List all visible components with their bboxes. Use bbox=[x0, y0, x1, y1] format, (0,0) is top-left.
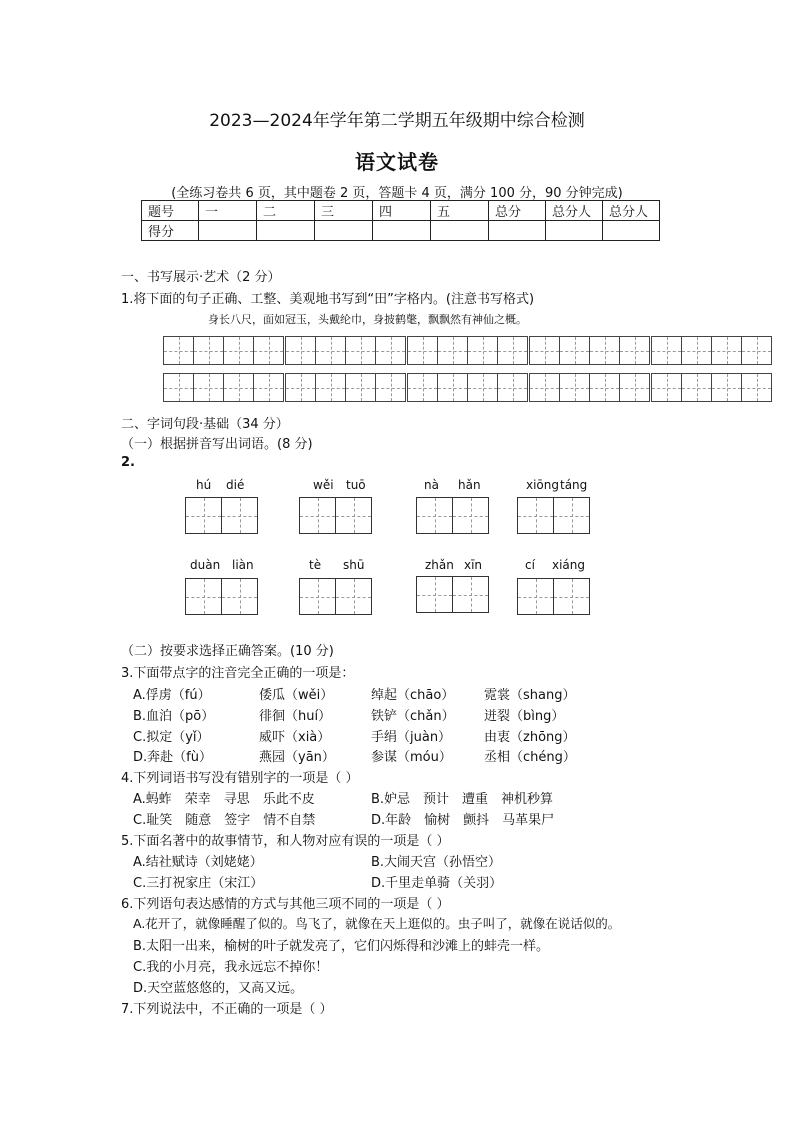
q6-option-c[interactable]: C.我的小月亮，我永远忘不掉你！ bbox=[133, 960, 329, 975]
q3-item: 手绢（juàn） bbox=[371, 730, 452, 745]
pinyin-label: zhǎn bbox=[425, 558, 454, 572]
q6-option-d[interactable]: D.天空蓝悠悠的，又高又远。 bbox=[133, 981, 304, 996]
pinyin-label: wěi bbox=[313, 478, 334, 492]
pinyin-label: hǎn bbox=[458, 478, 481, 492]
tian-grid-cell[interactable] bbox=[741, 336, 772, 365]
question-7: 7.下列说法中，不正确的一项是（ ） bbox=[121, 1002, 333, 1017]
pinyin-label: hú bbox=[196, 478, 212, 492]
q3-item: 徘徊（huí） bbox=[259, 709, 332, 724]
question-2: 2. bbox=[121, 455, 135, 470]
score-table-header-row bbox=[142, 201, 660, 221]
question-3: 3.下面带点字的注音完全正确的一项是： bbox=[121, 666, 355, 681]
q3-item: 燕园（yān） bbox=[259, 750, 335, 765]
q3-item: 迸裂（bìng） bbox=[484, 709, 565, 724]
tian-grid-cell[interactable] bbox=[193, 336, 224, 365]
tian-grid-cell[interactable] bbox=[437, 373, 468, 402]
tian-grid-cell[interactable] bbox=[559, 373, 590, 402]
score-cell: 题号 bbox=[142, 201, 199, 221]
q5-option-d[interactable]: D.千里走单骑（关羽） bbox=[371, 876, 503, 891]
q4-option-a[interactable]: A.蚂蚱 荣幸 寻思 乐此不皮 bbox=[133, 792, 315, 807]
pinyin-label: tè bbox=[309, 558, 322, 572]
tian-grid-cell[interactable] bbox=[407, 373, 438, 402]
tian-grid-group[interactable] bbox=[652, 336, 772, 365]
question-6: 6.下列语句表达感情的方式与其他三项不同的一项是（ ） bbox=[121, 897, 450, 912]
pinyin-label: xiáng bbox=[552, 558, 586, 572]
score-entry[interactable] bbox=[431, 221, 489, 241]
pinyin-label: dié bbox=[226, 478, 245, 492]
tian-grid-group[interactable] bbox=[408, 336, 528, 365]
q3-item: 参谋（móu） bbox=[371, 750, 452, 765]
score-entry[interactable] bbox=[315, 221, 373, 241]
score-entry[interactable] bbox=[546, 221, 603, 241]
score-cell: 一 bbox=[199, 201, 257, 221]
tian-grid-cell[interactable] bbox=[619, 336, 650, 365]
tian-grid-cell[interactable] bbox=[467, 373, 498, 402]
q3-item: 铁铲（chǎn） bbox=[371, 709, 455, 724]
score-table bbox=[141, 200, 660, 241]
tian-grid-cell[interactable] bbox=[711, 373, 742, 402]
score-entry[interactable] bbox=[373, 221, 431, 241]
score-entry[interactable] bbox=[257, 221, 315, 241]
q4-option-b[interactable]: B.妒忌 预计 遭重 神机秒算 bbox=[371, 792, 554, 807]
tian-grid-cell[interactable] bbox=[315, 336, 346, 365]
tian-grid-cell[interactable] bbox=[163, 336, 194, 365]
tian-grid-group[interactable] bbox=[652, 373, 772, 402]
part1-heading: （一）根据拼音写出词语。(8 分) bbox=[121, 437, 313, 452]
tian-grid-cell[interactable] bbox=[529, 336, 560, 365]
tian-grid-cell[interactable] bbox=[741, 373, 772, 402]
answer-box-teshu[interactable] bbox=[300, 578, 372, 615]
tian-grid-cell[interactable] bbox=[285, 373, 316, 402]
tian-grid-cell[interactable] bbox=[681, 336, 712, 365]
tian-grid-group[interactable] bbox=[286, 336, 406, 365]
score-cell: 五 bbox=[431, 201, 489, 221]
score-entry[interactable] bbox=[489, 221, 546, 241]
tian-grid-cell[interactable] bbox=[497, 336, 528, 365]
tian-grid-cell[interactable] bbox=[223, 373, 254, 402]
exam-title: 2023—2024年学年第二学期五年级期中综合检测 bbox=[209, 111, 585, 131]
pinyin-label: xīn bbox=[464, 558, 483, 572]
tian-grid-cell[interactable] bbox=[651, 373, 682, 402]
q3-item: 丞相（chéng） bbox=[484, 750, 576, 765]
q3-option-c[interactable]: C.拟定（yǐ） bbox=[133, 730, 210, 745]
q3-item: 由衷（zhōng） bbox=[484, 730, 576, 745]
answer-box-nahan[interactable] bbox=[417, 497, 489, 534]
score-entry[interactable] bbox=[603, 221, 660, 241]
pinyin-label: tuō bbox=[346, 478, 366, 492]
q5-option-c[interactable]: C.三打祝家庄（宋江） bbox=[133, 876, 264, 891]
q4-option-d[interactable]: D.年龄 愉树 颤抖 马革果尸 bbox=[371, 813, 555, 828]
q3-item: 霓裳（shang） bbox=[484, 688, 576, 703]
tian-grid-cell[interactable] bbox=[437, 336, 468, 365]
pinyin-label: duàn bbox=[190, 558, 221, 572]
tian-grid-cell[interactable] bbox=[619, 373, 650, 402]
pinyin-label: táng bbox=[560, 478, 588, 492]
q3-option-b[interactable]: B.血泊（pō） bbox=[133, 709, 215, 724]
tian-grid-group[interactable] bbox=[408, 373, 528, 402]
copy-sentence: 身长八尺，面如冠玉，头戴纶巾，身披鹤氅，飘飘然有神仙之概。 bbox=[208, 313, 527, 326]
score-cell: 总分人 bbox=[603, 201, 660, 221]
tian-grid-cell[interactable] bbox=[589, 336, 620, 365]
part2-heading: （二）按要求选择正确答案。(10 分) bbox=[121, 644, 334, 659]
tian-grid-cell[interactable] bbox=[467, 336, 498, 365]
pinyin-label: cí bbox=[525, 558, 535, 572]
score-entry[interactable] bbox=[199, 221, 257, 241]
tian-grid-cell[interactable] bbox=[375, 336, 406, 365]
tian-grid-cell[interactable] bbox=[193, 373, 224, 402]
tian-grid-group[interactable] bbox=[286, 373, 406, 402]
score-cell: 总分人 bbox=[546, 201, 603, 221]
section2-heading: 二、字词句段·基础（34 分） bbox=[121, 417, 289, 432]
tian-grid-cell[interactable] bbox=[559, 336, 590, 365]
score-cell: 总分 bbox=[489, 201, 546, 221]
score-cell: 二 bbox=[257, 201, 315, 221]
writing-grid-row-1[interactable] bbox=[164, 336, 774, 365]
q4-option-c[interactable]: C.耻笑 随意 签字 情不自禁 bbox=[133, 813, 316, 828]
answer-box-weituo[interactable] bbox=[300, 497, 372, 534]
writing-grid-row-2[interactable] bbox=[164, 373, 774, 402]
question-5: 5.下面名著中的故事情节，和人物对应有误的一项是（ ） bbox=[121, 834, 450, 849]
pinyin-label: xiōng bbox=[526, 478, 559, 492]
q6-option-a[interactable]: A.花开了，就像睡醒了似的。鸟飞了，就像在天上逛似的。虫子叫了，就像在说话似的。 bbox=[133, 916, 621, 931]
score-cell: 四 bbox=[373, 201, 431, 221]
q5-option-b[interactable]: B.大闹天宫（孙悟空） bbox=[371, 855, 502, 870]
score-table-score-row bbox=[142, 221, 660, 241]
tian-grid-group[interactable] bbox=[530, 373, 650, 402]
exam-note: (全练习卷共 6 页，其中题卷 2 页，答题卡 4 页，满分 100 分，90 分钟完成) bbox=[171, 186, 623, 201]
answer-box-hudie[interactable] bbox=[186, 497, 258, 534]
tian-grid-cell[interactable] bbox=[253, 373, 284, 402]
pinyin-label: liàn bbox=[232, 558, 254, 572]
tian-grid-cell[interactable] bbox=[711, 336, 742, 365]
tian-grid-cell[interactable] bbox=[223, 336, 254, 365]
q3-item: 威吓（xià） bbox=[259, 730, 331, 745]
q3-option-a[interactable]: A.俘虏（fú） bbox=[133, 688, 211, 703]
tian-grid-cell[interactable] bbox=[163, 373, 194, 402]
tian-grid-cell[interactable] bbox=[407, 336, 438, 365]
tian-grid-cell[interactable] bbox=[315, 373, 346, 402]
q6-option-b[interactable]: B.太阳一出来，榆树的叶子就发亮了，它们闪烁得和沙滩上的蚌壳一样。 bbox=[133, 939, 550, 954]
answer-box-xiongtang[interactable] bbox=[518, 497, 590, 534]
tian-grid-cell[interactable] bbox=[681, 373, 712, 402]
score-cell: 得分 bbox=[142, 221, 199, 241]
q5-option-a[interactable]: A.结社赋诗（刘姥姥） bbox=[133, 855, 263, 870]
tian-grid-cell[interactable] bbox=[253, 336, 284, 365]
pinyin-label: nà bbox=[424, 478, 439, 492]
tian-grid-cell[interactable] bbox=[285, 336, 316, 365]
q3-option-d[interactable]: D.奔赴（fù） bbox=[133, 750, 212, 765]
tian-grid-group[interactable] bbox=[164, 336, 284, 365]
tian-grid-group[interactable] bbox=[530, 336, 650, 365]
tian-grid-group[interactable] bbox=[164, 373, 284, 402]
question-1: 1.将下面的句子正确、工整、美观地书写到“田”字格内。(注意书写格式) bbox=[121, 292, 535, 307]
q3-item: 倭瓜（wěi） bbox=[259, 688, 334, 703]
answer-box-duanlian[interactable] bbox=[186, 578, 258, 615]
exam-subtitle: 语文试卷 bbox=[355, 150, 439, 174]
tian-grid-cell[interactable] bbox=[651, 336, 682, 365]
answer-box-cixiang[interactable] bbox=[518, 578, 590, 615]
section1-heading: 一、书写展示·艺术（2 分） bbox=[121, 270, 281, 285]
tian-grid-cell[interactable] bbox=[345, 373, 376, 402]
tian-grid-cell[interactable] bbox=[345, 336, 376, 365]
tian-grid-cell[interactable] bbox=[497, 373, 528, 402]
tian-grid-cell[interactable] bbox=[375, 373, 406, 402]
tian-grid-cell[interactable] bbox=[529, 373, 560, 402]
q3-item: 绰起（chāo） bbox=[371, 688, 455, 703]
pinyin-label: shū bbox=[343, 558, 365, 572]
tian-grid-cell[interactable] bbox=[589, 373, 620, 402]
question-4: 4.下列词语书写没有错别字的一项是（ ） bbox=[121, 771, 359, 786]
score-cell: 三 bbox=[315, 201, 373, 221]
answer-box-zhanxin[interactable] bbox=[417, 576, 489, 613]
